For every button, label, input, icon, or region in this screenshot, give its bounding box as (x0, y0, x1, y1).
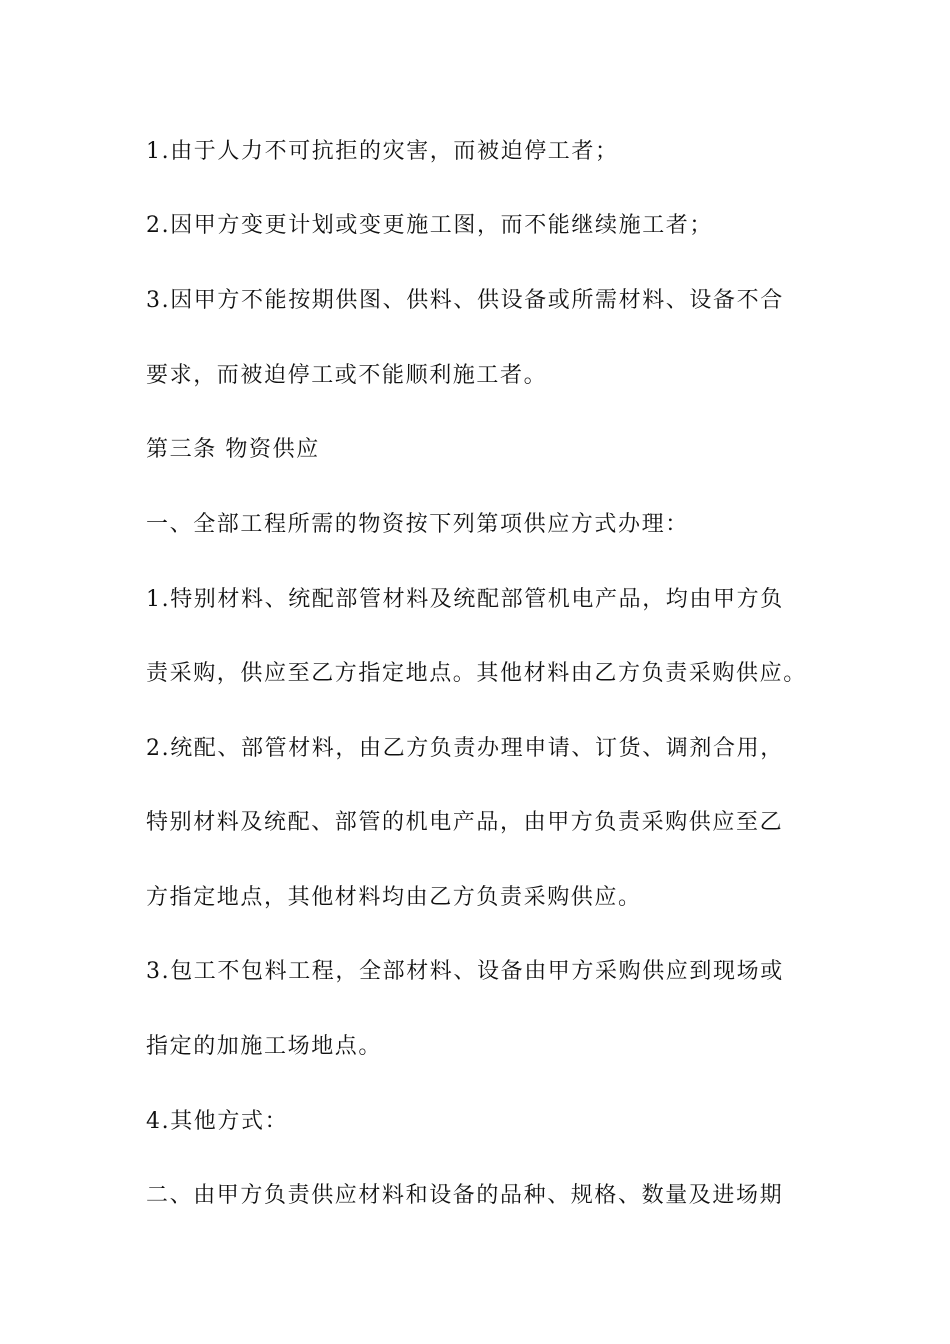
document-line: 3.因甲方不能按期供图、供料、供设备或所需材料、设备不合 (146, 288, 784, 313)
document-line: 二、由甲方负责供应材料和设备的品种、规格、数量及进场期 (146, 1183, 784, 1208)
document-line: 3.包工不包料工程，全部材料、设备由甲方采购供应到现场或 (146, 959, 784, 984)
document-line: 特别材料及统配、部管的机电产品，由甲方负责采购供应至乙 (146, 810, 784, 835)
document-line: 1.特别材料、统配部管材料及统配部管机电产品，均由甲方负 (146, 587, 784, 612)
document-line: 2.统配、部管材料，由乙方负责办理申请、订货、调剂合用， (146, 736, 784, 761)
document-line: 1.由于人力不可抗拒的灾害，而被迫停工者； (146, 139, 619, 164)
document-line: 指定的加施工场地点。 (146, 1034, 383, 1059)
document-line: 要求，而被迫停工或不能顺利施工者。 (146, 363, 548, 388)
section-heading: 第三条 物资供应 (146, 437, 320, 462)
document-line: 方指定地点，其他材料均由乙方负责采购供应。 (146, 885, 642, 910)
document-line: 一、全部工程所需的物资按下列第项供应方式办理： (146, 512, 689, 537)
document-line: 2.因甲方变更计划或变更施工图，而不能继续施工者； (146, 213, 713, 238)
document-line: 4.其他方式： (146, 1109, 289, 1134)
document-line: 责采购，供应至乙方指定地点。其他材料由乙方负责采购供应。 (146, 661, 807, 686)
